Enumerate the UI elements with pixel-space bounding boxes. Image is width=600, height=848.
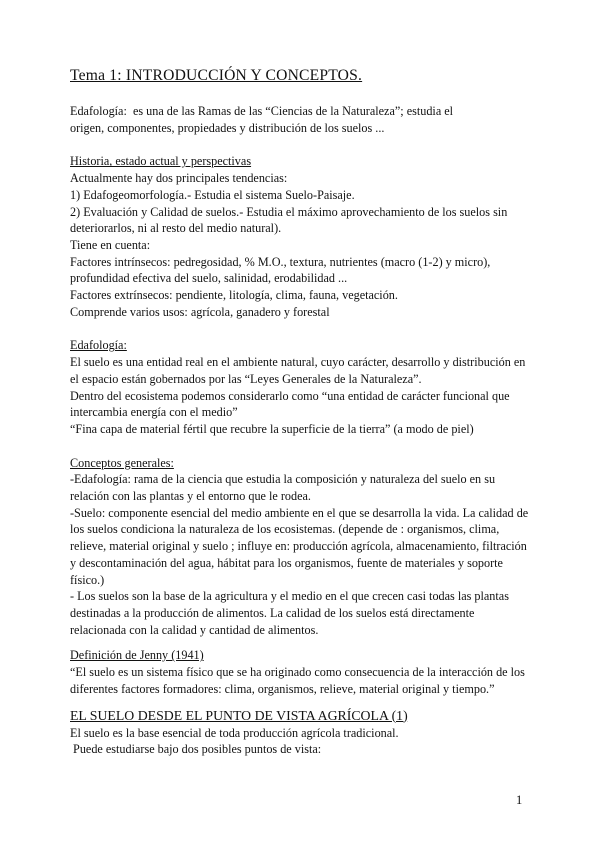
text-line: destinadas a la producción de alimentos. La calidad de los suelos está directamente: [70, 605, 475, 620]
section-definicion-de-jenny: [70, 647, 542, 697]
text-line: 1) Edafogeomorfología.- Estudia el sistema Suelo-Paisaje.: [70, 187, 355, 202]
paragraph-lines: [70, 664, 542, 697]
section-heading: Conceptos generales:: [70, 455, 174, 470]
section-heading: Edafología:: [70, 338, 127, 353]
text-line: Factores extrínsecos: pendiente, litología, clima, fauna, vegetación.: [70, 288, 398, 303]
text-line: “El suelo es un sistema físico que se ha originado como consecuencia de la interacción de los: [70, 665, 525, 680]
section-conceptos-generales: [70, 455, 542, 639]
paragraph-lines: [70, 471, 542, 638]
document-title: Tema 1: INTRODUCCIÓN Y CONCEPTOS.: [70, 67, 363, 84]
paragraph-edafologia-definition: [70, 103, 542, 136]
section-heading: Historia, estado actual y perspectivas: [70, 154, 252, 169]
document-content: [70, 66, 542, 758]
text-line: Actualmente hay dos principales tendencias:: [70, 171, 288, 186]
section-heading: Definición de Jenny (1941): [70, 648, 204, 663]
text-line: Tiene en cuenta:: [70, 237, 151, 252]
text-line: -Suelo: componente esencial del medio ambiente en el que se desarrolla la vida. La calidad de: [70, 505, 529, 520]
text-line: Dentro del ecosistema podemos considerarlo como “una entidad de carácter funcional que: [70, 388, 510, 403]
text-line: El suelo es una entidad real en el ambiente natural, cuyo carácter, desarrollo y distribución en: [70, 355, 526, 370]
paragraph-lines: [70, 725, 542, 758]
text-line: 2) Evaluación y Calidad de suelos.- Estudia el máximo aprovechamiento de los suelos sin: [70, 204, 508, 219]
section-heading: EL SUELO DESDE EL PUNTO DE VISTA AGRÍCOLA (1): [70, 707, 408, 723]
text-line: - Los suelos son la base de la agricultura y el medio en el que crecen casi todas las plantas: [70, 589, 509, 604]
text-line: los suelos condiciona la naturaleza de los ecosistemas. (depende de : organismos, clima,: [70, 522, 500, 537]
text-line: diferentes factores formadores: clima, organismos, relieve, material original y tiempo.”: [70, 681, 495, 696]
paragraph-lines: [70, 170, 542, 320]
text-line: físico.): [70, 572, 105, 587]
text-line: Comprende varios usos: agrícola, ganadero y forestal: [70, 304, 330, 319]
text-line: “Fina capa de material fértil que recubre la superficie de la tierra” (a modo de piel): [70, 421, 474, 436]
section-edafologia: [70, 337, 542, 437]
page-number: 1: [516, 793, 523, 807]
text-line: -Edafología: rama de la ciencia que estudia la composición y naturaleza del suelo en su: [70, 472, 496, 487]
section-historia-estado-actual-y-perspectivas: [70, 153, 542, 320]
text-line: Puede estudiarse bajo dos posibles puntos de vista:: [70, 742, 322, 757]
text-line: y descontaminación del agua, hábitat para los organismos, fuente de materiales y soporte: [70, 555, 503, 570]
text-line: deteriorarlos, ni al resto del medio natural).: [70, 221, 282, 236]
text-line: El suelo es la base esencial de toda producción agrícola tradicional.: [70, 725, 399, 740]
text-line: origen, componentes, propiedades y distribución de los suelos ...: [70, 120, 385, 135]
text-line: Edafología: es una de las Ramas de las “Ciencias de la Naturaleza”; estudia el: [70, 104, 454, 118]
text-line: relación con las plantas y el entorno que le rodea.: [70, 489, 311, 504]
text-line: intercambia energía con el medio”: [70, 405, 238, 420]
paragraph-lines: [70, 354, 542, 438]
paragraph-lines: [70, 103, 542, 136]
section-el-suelo-punto-de-vista-agricola: [70, 707, 542, 758]
text-line: relieve, material original y suelo ; influye en: producción agrícola, almacenamiento, filtración: [70, 539, 527, 554]
text-line: profundidad efectiva del suelo, salinidad, erodabilidad ...: [70, 271, 348, 286]
text-line: relacionada con la calidad y cantidad de alimentos.: [70, 622, 319, 637]
text-line: Factores intrínsecos: pedregosidad, % M.O., textura, nutrientes (macro (1-2) y micro),: [70, 254, 491, 269]
text-line: el espacio están gobernados por las “Leyes Generales de la Naturaleza”.: [70, 371, 422, 386]
